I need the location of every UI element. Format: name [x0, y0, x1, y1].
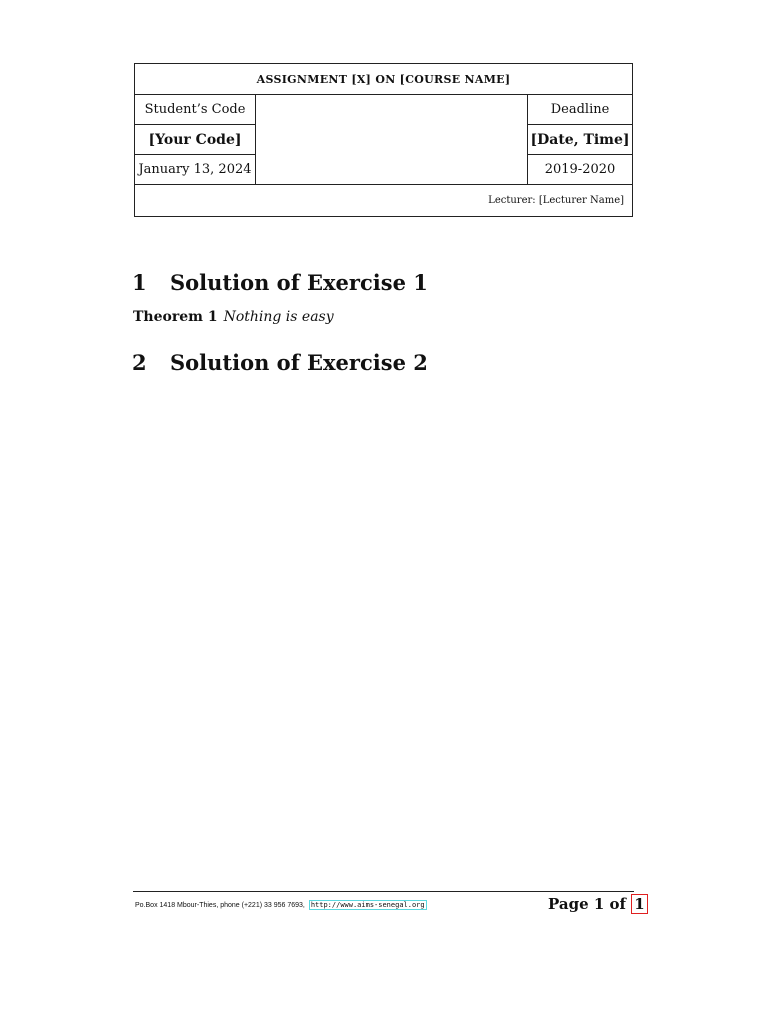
page-number-prefix: Page 1 of: [548, 895, 626, 913]
deadline-label: Deadline: [528, 95, 633, 125]
header-blank-cell: [256, 95, 528, 185]
footer-address: Po.Box 1418 Mbour-Thies, phone (+221) 33 956 7693,: [135, 902, 305, 909]
theorem-text: Nothing is easy: [223, 309, 334, 325]
theorem-block: [133, 309, 334, 325]
section-title: Solution of Exercise 2: [170, 350, 428, 375]
section-title: Solution of Exercise 1: [170, 270, 428, 295]
assignment-header-table: [134, 63, 633, 217]
deadline-value: [Date, Time]: [528, 125, 633, 155]
footer-divider: [133, 891, 634, 892]
assignment-title: ASSIGNMENT [X] ON [COURSE NAME]: [135, 64, 633, 95]
footer-contact: [135, 901, 427, 909]
page-total-link[interactable]: 1: [631, 894, 647, 914]
section-number: 2: [132, 350, 147, 375]
academic-year: 2019-2020: [528, 155, 633, 185]
page-number: [548, 895, 648, 913]
student-code-value: [Your Code]: [135, 125, 256, 155]
student-code-label: Student’s Code: [135, 95, 256, 125]
website-link[interactable]: http://www.aims-senegal.org: [310, 901, 425, 909]
section-heading-2: [132, 350, 428, 375]
section-heading-1: [132, 270, 428, 295]
document-date: January 13, 2024: [135, 155, 256, 185]
section-number: 1: [132, 270, 147, 295]
lecturer-name: Lecturer: [Lecturer Name]: [135, 185, 633, 217]
theorem-label: Theorem 1: [133, 309, 218, 325]
